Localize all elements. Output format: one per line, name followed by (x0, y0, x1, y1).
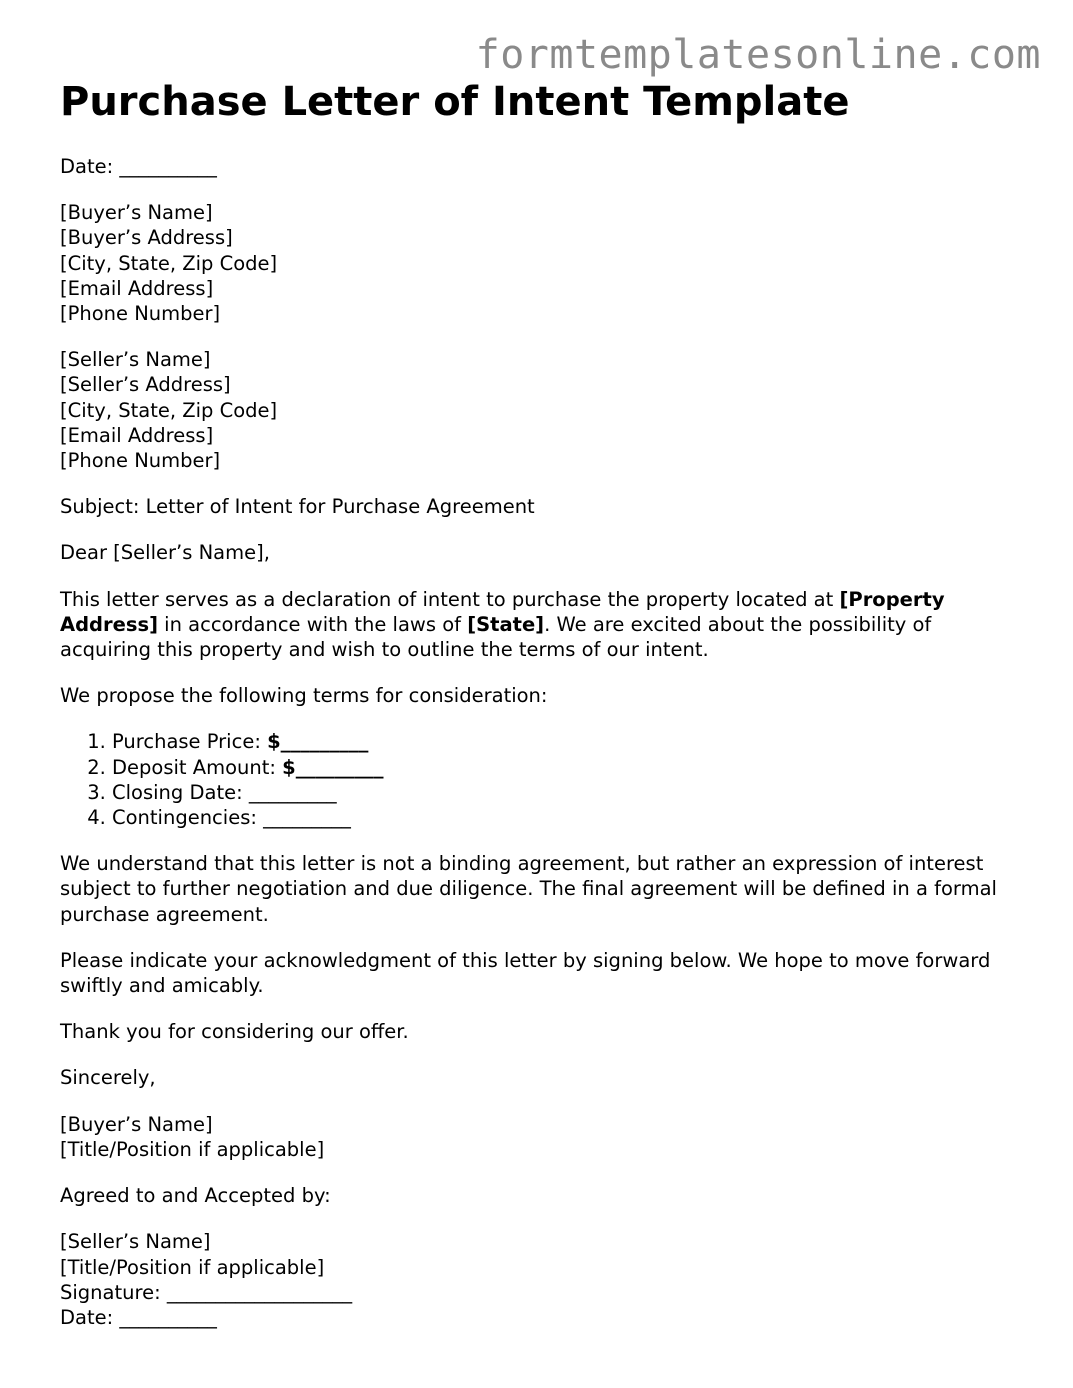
buyer-signature-name: [Buyer’s Name] (60, 1112, 213, 1136)
seller-signature-name: [Seller’s Name] (60, 1230, 211, 1254)
term-label: Deposit Amount: (112, 755, 283, 779)
date-line: Date: __________ (60, 155, 217, 178)
term-label: Closing Date: (112, 780, 249, 804)
state-placeholder: [State] (467, 612, 545, 636)
accepted-by-line: Agreed to and Accepted by: (60, 1184, 331, 1208)
buyer-address: [Buyer’s Address] (60, 226, 233, 250)
seller-signature-title: [Title/Position if applicable] (60, 1255, 325, 1279)
terms-intro: We propose the following terms for consideration: (60, 684, 548, 708)
term-value: _________ (248, 780, 337, 804)
seller-signature-block (60, 1229, 1020, 1330)
term-closing-date (112, 780, 1020, 805)
seller-city-state-zip: [City, State, Zip Code] (60, 398, 278, 422)
document-page (60, 76, 1020, 1330)
seller-signature-line: Signature: ___________________ (60, 1280, 353, 1304)
term-value: _________ (263, 806, 351, 830)
seller-name: [Seller’s Name] (60, 348, 211, 372)
buyer-city-state-zip: [City, State, Zip Code] (60, 251, 278, 275)
seller-address: [Seller’s Address] (60, 373, 231, 397)
salutation: Dear [Seller’s Name], (60, 541, 270, 565)
seller-address-block (60, 347, 1020, 473)
buyer-phone: [Phone Number] (60, 302, 221, 326)
seller-signature-date: Date: __________ (60, 1305, 217, 1329)
buyer-signature-title: [Title/Position if applicable] (60, 1137, 325, 1161)
acknowledgment-paragraph: Please indicate your acknowledgment of this letter by signing below. We hope to move forward swiftly and amicably. (60, 948, 991, 998)
closing-line: Sincerely, (60, 1066, 156, 1090)
term-deposit-amount (112, 755, 1020, 780)
term-contingencies (112, 805, 1020, 830)
term-value: $_________ (267, 730, 369, 754)
buyer-address-block (60, 200, 1020, 326)
terms-list (60, 729, 1020, 830)
thanks-line: Thank you for considering our offer. (60, 1020, 409, 1044)
term-label: Contingencies: (112, 806, 264, 830)
page-title: Purchase Letter of Intent Template (60, 79, 850, 125)
subject-line: Subject: Letter of Intent for Purchase Agreement (60, 495, 535, 519)
seller-phone: [Phone Number] (60, 449, 221, 473)
seller-email: [Email Address] (60, 423, 214, 447)
term-value: $_________ (282, 755, 384, 779)
letter-body (60, 154, 1020, 1330)
intro-paragraph (60, 587, 1020, 663)
watermark: formtemplatesonline.com (475, 32, 1041, 78)
understanding-paragraph: We understand that this letter is not a binding agreement, but rather an expression of interest subject to further negotiation and due diligence. The final agreement will be defined in a formal purchase agreement. (60, 852, 997, 926)
intro-text-2: in accordance with the laws of (157, 612, 468, 636)
intro-text-1: This letter serves as a declaration of intent to purchase the property located at (60, 587, 840, 611)
buyer-signature-block (60, 1112, 1020, 1162)
property-address-placeholder: [Property Address] (60, 587, 945, 636)
term-purchase-price (112, 729, 1020, 754)
buyer-email: [Email Address] (60, 276, 214, 300)
intro-text-3: . We are excited about the possibility of acquiring this property and wish to outline the terms of our intent. (60, 612, 932, 662)
buyer-name: [Buyer’s Name] (60, 201, 213, 225)
term-label: Purchase Price: (112, 730, 268, 754)
